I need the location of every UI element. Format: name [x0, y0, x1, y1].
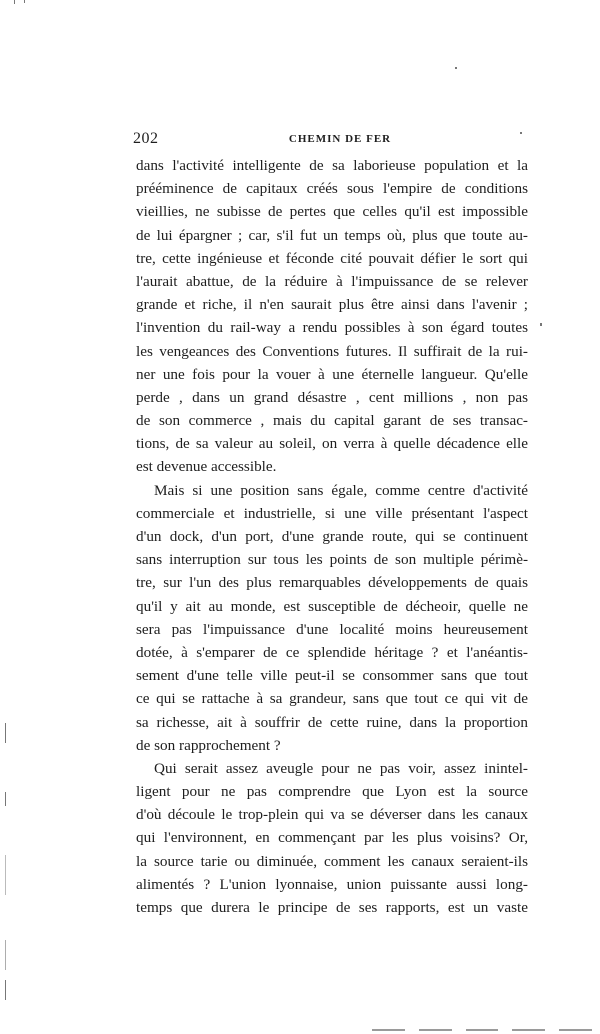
- text-line: est devenue accessible.: [136, 458, 277, 476]
- text-line: temps que durera le principe de ses rapports, est un vaste: [136, 899, 528, 916]
- text-line: qui l'environnent, en commençant par les plus voisins? Or,: [136, 829, 528, 847]
- running-head: CHEMIN DE FER: [288, 133, 392, 145]
- text-line: tre, sur l'un des plus remarquables développements de quais: [136, 574, 528, 592]
- text-line: sement d'une telle ville peut-il se consommer sans que tout: [136, 667, 528, 685]
- text-line: l'aurait abattue, de la réduire à l'impuissance de se relever: [136, 272, 528, 290]
- margin-mark: [5, 792, 6, 806]
- scan-speck: [455, 67, 457, 69]
- text-line: Qui serait assez aveugle pour ne pas voir, assez inintel-: [154, 759, 528, 777]
- text-line: tre, cette ingénieuse et féconde cité pouvait défier le sort qui: [136, 249, 528, 267]
- text-line: prééminence de capitaux créés sous l'empire de conditions: [136, 180, 528, 198]
- page-number: 202: [133, 130, 159, 147]
- margin-mark: [5, 940, 6, 970]
- text-line: sera pas l'impuissance d'une localité moins heureusement: [136, 620, 528, 638]
- text-line: les vengeances des Conventions futures. Il suffirait de la rui-: [136, 342, 528, 360]
- margin-mark: [5, 855, 6, 895]
- text-line: commerciale et industrielle, si une ville présentant l'aspect: [136, 504, 528, 522]
- text-line: d'où découle le trop-plein qui va se déverser dans les canaux: [136, 806, 528, 824]
- text-line: d'un dock, d'un port, d'une grande route, qui se continuent: [136, 528, 528, 545]
- text-line: alimentés ? L'union lyonnaise, union puissante aussi long-: [136, 875, 528, 893]
- edge-dash: [372, 1029, 405, 1031]
- text-line: grande et riche, il n'en saurait plus être ainsi dans l'avenir ;: [136, 296, 528, 314]
- text-line: l'invention du rail-way a rendu possibles à son égard toutes: [136, 319, 528, 337]
- text-line: ner une fois pour la vouer à une éternelle langueur. Qu'elle: [136, 365, 528, 383]
- text-line: de lui épargner ; car, s'il fut un temps où, plus que toute au-: [136, 226, 528, 244]
- text-line: perde , dans un grand désastre , cent millions , non pas: [136, 388, 528, 406]
- text-line: sa richesse, ait à souffrir de cette ruine, dans la proportion: [136, 713, 528, 731]
- text-line: vieillies, ne subisse de pertes que celles qu'il est impossible: [136, 203, 528, 221]
- edge-dash: [559, 1029, 592, 1031]
- text-line: de son commerce , mais du capital garant de ses transac-: [136, 412, 528, 430]
- text-line: Mais si une position sans égale, comme centre d'activité: [154, 481, 528, 499]
- text-line: dans l'activité intelligente de sa laborieuse population et la: [136, 157, 528, 174]
- page-header: [133, 130, 527, 150]
- text-line: ligent pour ne pas comprendre que Lyon est la source: [136, 783, 528, 801]
- text-line: la source tarie ou diminuée, comment les canaux seraient-ils: [136, 852, 528, 870]
- margin-mark: [5, 980, 6, 1000]
- scan-speck: [24, 0, 25, 3]
- edge-dash: [466, 1029, 499, 1031]
- scan-speck: [14, 0, 15, 4]
- text-line: qu'il y ait au monde, est susceptible de décheoir, quelle ne: [136, 597, 528, 615]
- edge-dash: [419, 1029, 452, 1031]
- edge-dash: [512, 1029, 545, 1031]
- text-line: dotée, à s'emparer de ce splendide héritage ? et l'anéantis-: [136, 643, 528, 661]
- bottom-edge-marks: [372, 1029, 592, 1032]
- text-line: ce qui se rattache à sa grandeur, sans que tout ce qui vit de: [136, 690, 528, 708]
- body-text: [136, 154, 528, 919]
- scan-speck: [540, 323, 542, 326]
- scan-speck: [520, 132, 522, 134]
- text-line: de son rapprochement ?: [136, 736, 281, 754]
- margin-mark: [5, 723, 6, 743]
- text-line: tions, de sa valeur au soleil, on verra à quelle décadence elle: [136, 435, 528, 453]
- text-line: sans interruption sur tous les points de son multiple périmè-: [136, 551, 528, 569]
